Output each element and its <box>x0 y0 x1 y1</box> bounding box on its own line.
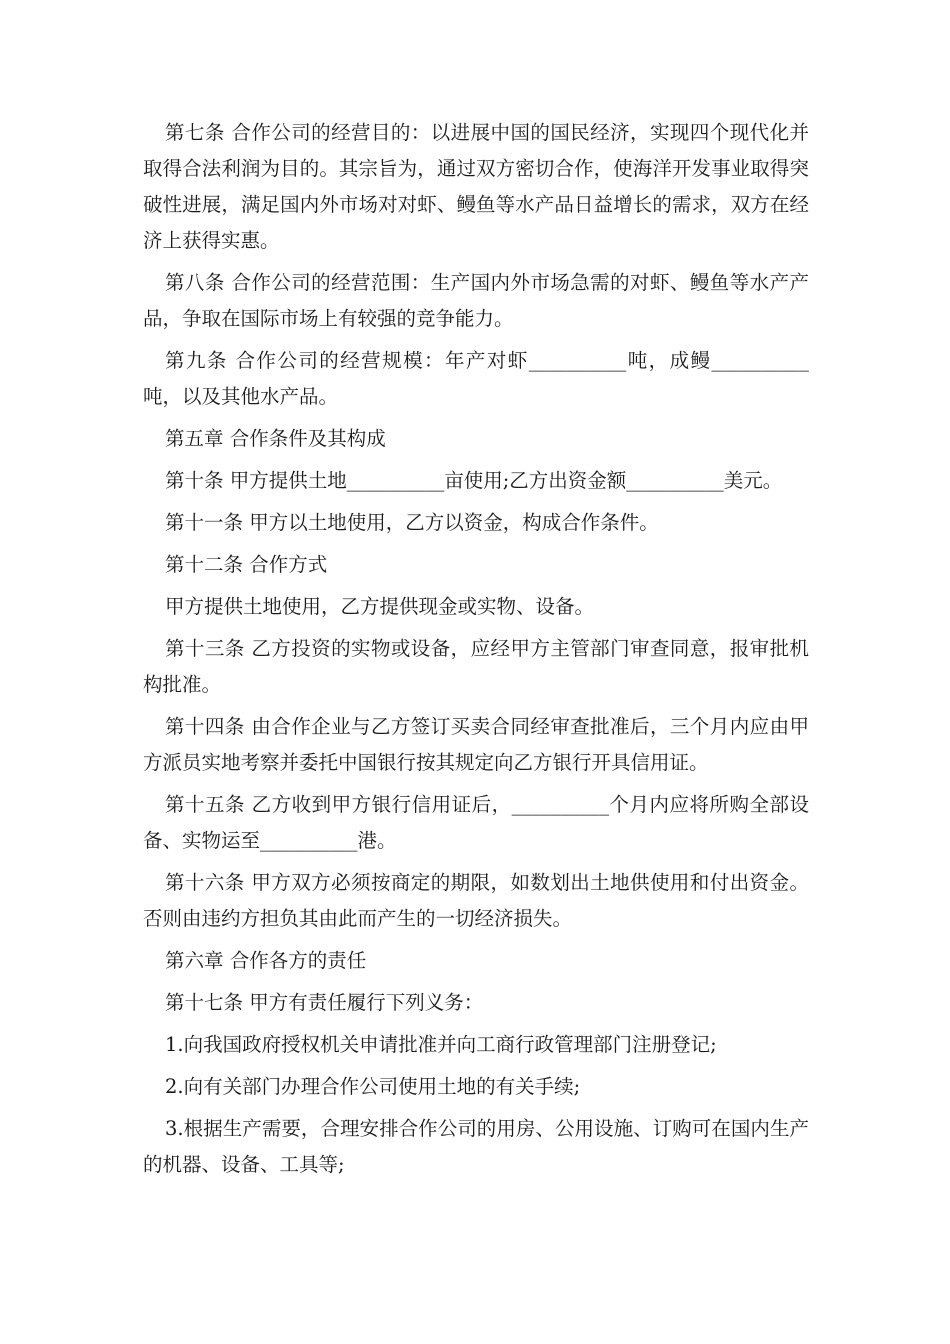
article-15-paragraph: 第十五条 乙方收到甲方银行信用证后，__________个月内应将所购全部设备、实物运至__________港。 <box>143 793 809 852</box>
list-item: 3.根据生产需要，合理安排合作公司的用房、公用设施、订购可在国内生产的机器、设备、工具等; <box>143 1117 809 1176</box>
list-item: 2.向有关部门办理合作公司使用土地的有关手续; <box>165 1075 581 1098</box>
document-body <box>143 115 809 1189</box>
article-17-paragraph: 第十七条 甲方有责任履行下列义务： <box>165 991 484 1014</box>
article-13-paragraph: 第十三条 乙方投资的实物或设备，应经甲方主管部门审查同意，报审批机构批准。 <box>143 637 809 696</box>
article-9-paragraph: 第九条 合作公司的经营规模：年产对虾__________吨，成鳗__________吨，以及其他水产品。 <box>143 349 809 408</box>
article-11-paragraph: 第十一条 甲方以土地使用，乙方以资金，构成合作条件。 <box>165 511 659 534</box>
article-10-paragraph: 第十条 甲方提供土地__________亩使用;乙方出资金额__________美元。 <box>165 469 783 492</box>
article-14-paragraph: 第十四条 由合作企业与乙方签订买卖合同经审查批准后，三个月内应由甲方派员实地考察并委托中国银行按其规定向乙方银行开具信用证。 <box>143 715 809 774</box>
article-7-paragraph: 第七条 合作公司的经营目的：以进展中国的国民经济，实现四个现代化并取得合法利润为目的。其宗旨为，通过双方密切合作，使海洋开发事业取得突破性进展，满足国内外市场对对虾、鳗鱼等水产品日益增长的需求，双方在经济上获得实惠。 <box>143 121 809 252</box>
list-item: 1.向我国政府授权机关申请批准并向工商行政管理部门注册登记; <box>165 1033 717 1056</box>
article-12-heading: 第十二条 合作方式 <box>165 553 328 576</box>
article-12-body: 甲方提供土地使用，乙方提供现金或实物、设备。 <box>165 595 595 618</box>
chapter-6-heading: 第六章 合作各方的责任 <box>165 949 367 972</box>
article-16-paragraph: 第十六条 甲方双方必须按商定的期限，如数划出土地供使用和付出资金。否则由违约方担负其由此而产生的一切经济损失。 <box>143 871 809 930</box>
chapter-5-heading: 第五章 合作条件及其构成 <box>165 427 386 450</box>
article-8-paragraph: 第八条 合作公司的经营范围：生产国内外市场急需的对虾、鳗鱼等水产产品，争取在国际市场上有较强的竞争能力。 <box>143 271 809 330</box>
